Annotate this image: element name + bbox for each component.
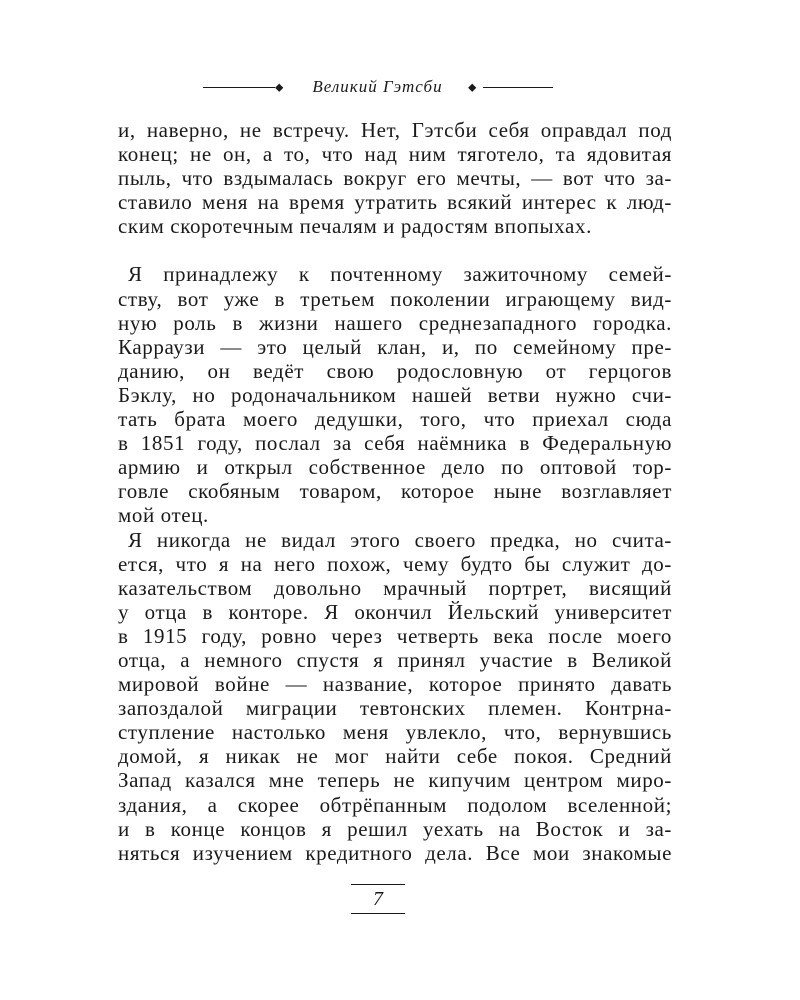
text-line: данию, он ведёт свою родословную от герцогов [118, 358, 672, 383]
text-line: Я принадлежу к почтенному зажиточному семей- [128, 262, 672, 287]
text-line: Карраузи — это целый клан, и, по семейному пре- [118, 334, 672, 359]
paragraph-1 [118, 118, 672, 238]
text-line: и в конце концов я решил уехать на Восток и за- [118, 816, 672, 841]
paragraph-2 [118, 262, 672, 527]
text-line: запоздалой миграции тевтонских племен. Контрна- [118, 696, 672, 721]
text-line: Я никогда не видал этого своего предка, но счита- [128, 527, 672, 552]
text-line: в 1915 году, ровно через четверть века после моего [118, 623, 672, 648]
text-line: няться изучением кредитного дела. Все мои знакомые [118, 840, 672, 865]
text-line: пыль, что вздымалась вокруг его мечты, — вот что за- [118, 166, 672, 191]
header-rule-right [483, 87, 553, 88]
text-line: здания, а скорее обтрёпанным подолом вселенной; [118, 792, 672, 817]
page-number: 7 [373, 888, 383, 910]
text-line: казательством довольно мрачный портрет, висящий [118, 575, 672, 600]
text-line: ступление настолько меня увлекло, что, вернувшись [118, 720, 672, 745]
text-line: мой отец. [118, 503, 209, 528]
text-line: конец; не он, а то, что над ним тяготело, та ядовитая [118, 142, 672, 167]
paragraph-3 [118, 528, 672, 865]
page-number-rule-bottom [351, 913, 405, 914]
text-line: ную роль в жизни нашего среднезападного городка. [118, 310, 672, 335]
text-line: ется, что я на него похож, чему будто бы служит до- [118, 551, 672, 576]
text-line: и, наверно, не встречу. Нет, Гэтсби себя оправдал под [118, 118, 672, 142]
text-line: армию и открыл собственное дело по оптовой тор- [118, 455, 672, 480]
text-line: в 1851 году, послал за себя наёмника в Федеральную [118, 431, 672, 456]
paragraph-gap [118, 238, 672, 262]
ornament-left-icon: ⬥ [275, 80, 284, 94]
text-line: ству, вот уже в третьем поколении играющему вид- [118, 286, 672, 311]
text-line: домой, я никак не мог найти себе покоя. Средний [118, 744, 672, 769]
text-line: Запад казался мне теперь не кипучим центром миро- [118, 768, 672, 793]
text-line: мировой войне — название, которое принято давать [118, 672, 672, 697]
text-line: тать брата моего дедушки, того, что приехал сюда [118, 407, 672, 432]
text-line: ставило меня на время утратить всякий интерес к люд- [118, 190, 672, 215]
page-number-block [345, 884, 411, 914]
header-rule-left [203, 87, 275, 88]
ornament-right-icon: ⬥ [468, 80, 477, 94]
text-line: говле скобяным товаром, которое ныне возглавляет [118, 479, 672, 504]
running-header [0, 73, 800, 103]
text-line: отца, а немного спустя я принял участие в Великой [118, 647, 672, 672]
text-line: Бэклу, но родоначальником нашей ветви нужно счи- [118, 382, 672, 407]
page-body [118, 118, 672, 865]
book-title: Великий Гэтсби [312, 77, 443, 96]
text-line: ским скоротечным печалям и радостям впопыхах. [118, 214, 592, 239]
text-line: у отца в конторе. Я окончил Йельский университет [118, 599, 672, 624]
